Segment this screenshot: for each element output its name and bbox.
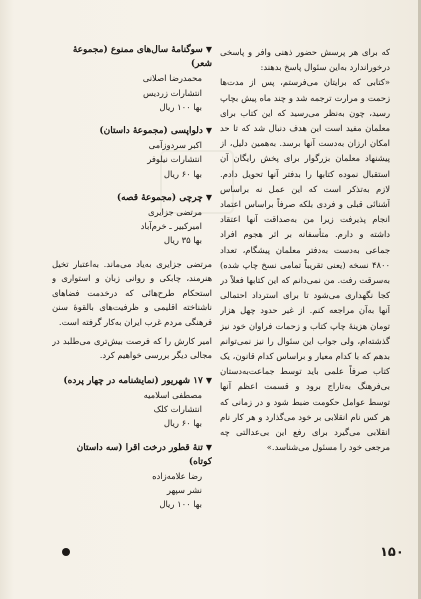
book-author: اکبر سردوزآمی (148, 140, 202, 151)
book-price: بها ۳۵ ریال (163, 235, 202, 246)
book-publisher: انتشارات کلک (153, 404, 202, 415)
book-price: بها ۱۰۰ ریال (159, 499, 202, 510)
book-listing (52, 42, 212, 114)
triangle-bullet-icon: ▼ (205, 374, 212, 385)
book-publisher: انتشارات نیلوفر (147, 154, 202, 165)
triangle-bullet-icon: ▼ (205, 191, 212, 202)
book-author: مرتضی جزایری (148, 207, 202, 218)
book-title: ▼دلواپسی (مجموعهٔ داستان) (99, 125, 212, 137)
book-title: ▼سوگنامهٔ سال‌های ممنوع (مجموعهٔ شعر) (72, 44, 212, 70)
review-paragraph: امیر کارش را که فرصت بیش‌تری می‌طلبد در مجالی دیگر بررسی خواهیم کرد. (52, 335, 212, 361)
book-listing (52, 123, 212, 181)
book-title: ▼۱۷ شهریور (نمایشنامه در چهار پرده) (63, 374, 212, 386)
essay-paragraph: «کتابی که برایتان می‌فرستم، پس از مدت‌ها زحمت و مرارت ترجمه شد و چند ماه پیش بچاپ رسید، چون به‌نظر می‌رسید که این کتاب برای معلمان مفید است این هدف دنبال شد که تا حد امکان ارزان به‌دست آنها برسد. به‌همین دلیل، از پیشنهاد معلمان بزرگوار برای پخش رایگان آن استقبال نموده کتابها را بدفتر آنها تحویل دادم. لازم به‌تذکر است که این عمل نه براساس آشنائی قبلی و فردی بلکه صرفاً براساس اعتماد انجام پذیرفت زیرا من به‌صداقت آنها اعتقاد داشته و دارم. متأسفانه بر اثر هجوم افراد جماعی به‌دست به‌دفتر معلمان پیشگام، تعداد ۴۸۰۰ نسخه (یعنی تقریباً تمامی نسخ چاپ شده) به‌سرقت رفت. من نمی‌دانم که این کتابها فعلاً در کجا نگهداری می‌شود تا برای استرداد احتمالی آنها به‌آن مراجعه کنم. از غیر حدود چهل هزار تومان هزینهٔ چاپ کتاب و زحمات فراوان خود نیز گذشته‌ام، ولی جواب این سئوال را نیز نمی‌توانم بدهم که با کدام معیار و براساس کدام قانون، یک کتاب صرفاً علمی باید توسط جماعت‌به‌دستان بی‌فرهنگ به‌تاراج برود و قسمت اعظم آنها توسط عوامل حکومت ضبط شود و در زمانی که هر کس نام انقلابی بر خود می‌گذارد و هر کار نام انقلابی می‌گیرد برای رفع این بی‌عدالتی چه مرجعی خود را مسئول می‌شناسد.» (220, 77, 390, 453)
listings-column (52, 42, 212, 562)
book-title: ▼چرچی (مجموعهٔ قصه) (116, 191, 212, 203)
book-review (52, 257, 212, 363)
page-number: ۱۵۰ (380, 545, 404, 560)
book-publisher: انتشارات زردیس (143, 87, 202, 98)
essay-paragraph: که برای هر پرسش حضور ذهنی وافر و پاسخی درخوراندارد به‌این سئوال پاسخ بدهند: (220, 47, 390, 73)
book-title: ▼تنهٔ قطور درخت اقرا (سه داستان کوتاه) (76, 441, 212, 467)
triangle-bullet-icon: ▼ (205, 441, 212, 452)
book-author: محمدرضا اصلانی (142, 73, 202, 84)
book-author: رضا علامه‌زاده (152, 471, 202, 482)
book-publisher: نشر سپهر (166, 485, 202, 496)
review-paragraph: مرتضی جزایری به‌یاد می‌ماند. به‌اعتبار تخیل هنرمند، چابکی و روانی زبان و استواری و استحکام طرح‌هائی که درخدمت فضاهای ناشناخته اقلیمی و ظرفیت‌های بالقوهٔ سنن فرهنگی مردم غرب ایران به‌کار گرفته است. (52, 258, 212, 328)
book-listing (52, 190, 212, 248)
book-price: بها ۶۰ ریال (163, 168, 202, 179)
end-of-article-dot (62, 548, 70, 556)
triangle-bullet-icon: ▼ (205, 44, 212, 54)
book-price: بها ۶۰ ریال (163, 418, 202, 429)
triangle-bullet-icon: ▼ (205, 125, 212, 136)
essay-column (220, 45, 390, 555)
book-publisher: امیرکبیر ـ خرم‌آباد (140, 221, 202, 232)
book-listing (52, 440, 212, 512)
book-price: بها ۱۰۰ ریال (159, 101, 202, 112)
book-author: مصطفی اسلامیه (143, 390, 202, 400)
book-listing (52, 373, 212, 431)
